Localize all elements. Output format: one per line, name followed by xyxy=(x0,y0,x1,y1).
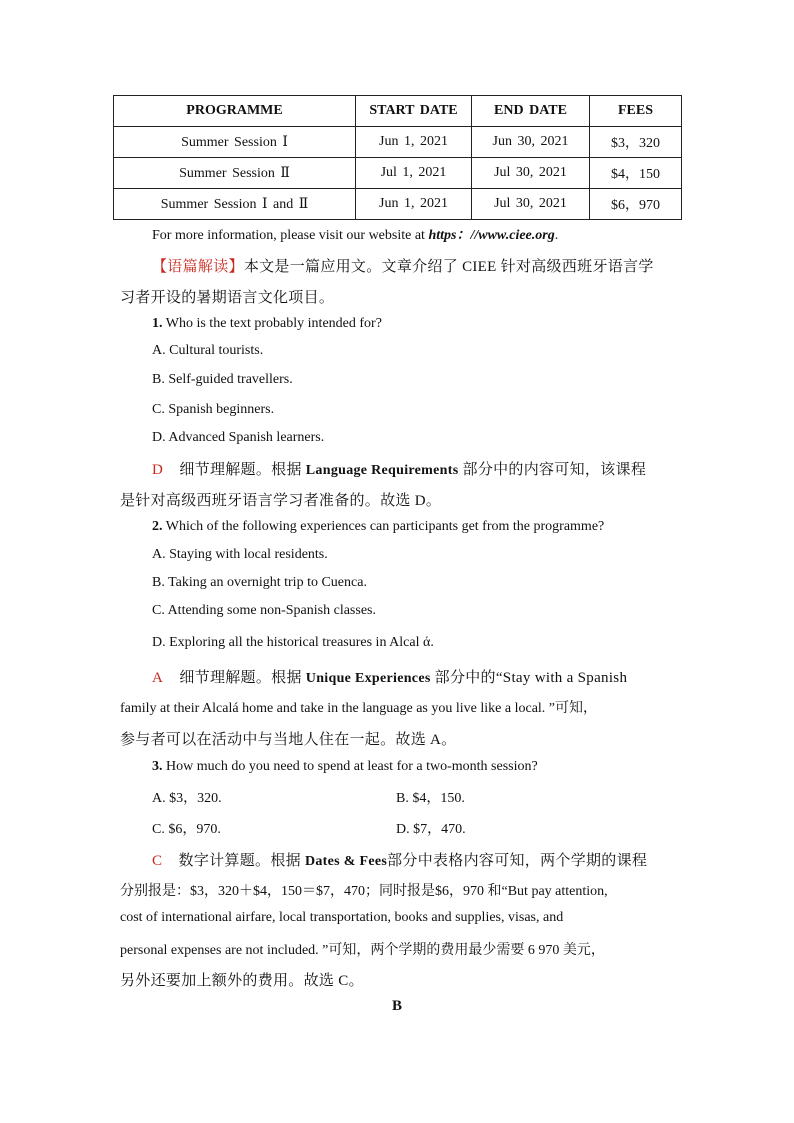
q2-explanation-line-1 xyxy=(152,666,627,687)
q1-option-a: A. Cultural tourists. xyxy=(152,343,264,358)
cell-start-date: Jun 1, 2021 xyxy=(356,189,472,220)
q2-option-b: B. Taking an overnight trip to Cuenca. xyxy=(152,575,367,590)
cell-end-date: Jul 30, 2021 xyxy=(472,189,590,220)
q2-exp-keyword: Unique Experiences xyxy=(305,671,431,686)
cell-end-date: Jul 30, 2021 xyxy=(472,158,590,189)
q3-option-a: A. $3，320. xyxy=(152,791,222,806)
cell-start-date: Jul 1, 2021 xyxy=(356,158,472,189)
header-start-date: START DATE xyxy=(356,96,472,127)
more-info-prefix: For more information, please visit our website at xyxy=(152,228,429,243)
more-info-line xyxy=(152,224,558,244)
cell-programme: Summer Session Ⅰ and Ⅱ xyxy=(114,189,356,220)
q3-option-c: C. $6，970. xyxy=(152,822,221,837)
q3-exp-keyword: Dates & Fees xyxy=(304,854,388,869)
q3-explanation-line-1 xyxy=(152,849,647,870)
question-3-text: How much do you need to spend at least for a two-month session? xyxy=(162,759,538,774)
intro-line-1 xyxy=(152,255,654,276)
table-row xyxy=(114,189,682,220)
table-row xyxy=(114,127,682,158)
intro-tag: 【语篇解读】 xyxy=(152,259,244,275)
question-2 xyxy=(152,519,604,535)
q3-exp-a: 数字计算题。根据 xyxy=(178,853,305,869)
question-3-number: 3. xyxy=(152,759,163,774)
q2-explanation-line-2: family at their Alcalá home and take in the language as you live like a local. ”可知， xyxy=(120,701,598,716)
question-1-text: Who is the text probably intended for? xyxy=(162,316,382,331)
q1-exp-keyword: Language Requirements xyxy=(305,463,459,478)
cell-end-date: Jun 30, 2021 xyxy=(472,127,590,158)
q3-exp-b: 部分中表格内容可知，两个学期的课程 xyxy=(387,853,648,869)
website-link[interactable]: https：//www.ciee.org xyxy=(428,228,555,243)
q2-answer: A xyxy=(152,670,164,686)
question-3 xyxy=(152,759,538,775)
cell-fees: $4，150 xyxy=(590,158,682,189)
q2-option-d: D. Exploring all the historical treasures in Alcal ά. xyxy=(152,635,434,650)
q3-option-d: D. $7，470. xyxy=(396,822,466,837)
table-row xyxy=(114,158,682,189)
q2-exp-a: 细节理解题。根据 xyxy=(179,670,306,686)
q2-explanation-line-3: 参与者可以在活动中与当地人住在一起。故选 A。 xyxy=(120,732,457,748)
question-2-text: Which of the following experiences can participants get from the programme? xyxy=(162,519,605,534)
cell-programme: Summer Session Ⅰ xyxy=(114,127,356,158)
question-1-number: 1. xyxy=(152,316,163,331)
q3-explanation-line-3: cost of international airfare, local transportation, books and supplies, visas, and xyxy=(120,910,564,925)
q1-explanation-line-2: 是针对高级西班牙语言学习者准备的。故选 D。 xyxy=(120,493,442,509)
q3-answer: C xyxy=(152,853,163,869)
section-label: B xyxy=(391,998,402,1014)
intro-text-1: 本文是一篇应用文。文章介绍了 CIEE 针对高级西班牙语言学 xyxy=(243,259,654,275)
header-fees: FEES xyxy=(590,96,682,127)
q1-exp-a: 细节理解题。根据 xyxy=(179,462,306,478)
q1-answer: D xyxy=(152,462,164,478)
cell-fees: $6，970 xyxy=(590,189,682,220)
more-info-suffix: . xyxy=(554,228,559,243)
q2-option-a: A. Staying with local residents. xyxy=(152,547,328,562)
q1-option-c: C. Spanish beginners. xyxy=(152,402,275,417)
q3-explanation-line-2: 分别报是：$3，320＋$4，150＝$7，470；同时报是$6，970 和“But pay attention, xyxy=(120,884,608,899)
table-header-row xyxy=(114,96,682,127)
q2-exp-b: 部分中的“Stay with a Spanish xyxy=(430,670,628,686)
header-programme: PROGRAMME xyxy=(114,96,356,127)
q2-option-c: C. Attending some non-Spanish classes. xyxy=(152,603,376,618)
intro-line-2: 习者开设的暑期语言文化项目。 xyxy=(120,290,335,306)
cell-fees: $3，320 xyxy=(590,127,682,158)
q1-exp-b: 部分中的内容可知，该课程 xyxy=(458,462,647,478)
q1-explanation-line-1 xyxy=(152,458,646,479)
q3-explanation-line-4: personal expenses are not included. ”可知，两个学期的费用最少需要 6 970 美元， xyxy=(120,943,605,958)
q1-option-b: B. Self-guided travellers. xyxy=(152,372,293,387)
fees-table xyxy=(113,95,682,220)
q3-option-b: B. $4，150. xyxy=(396,791,465,806)
q3-explanation-line-5: 另外还要加上额外的费用。故选 C。 xyxy=(120,973,364,989)
question-2-number: 2. xyxy=(152,519,163,534)
header-end-date: END DATE xyxy=(472,96,590,127)
q1-option-d: D. Advanced Spanish learners. xyxy=(152,430,325,445)
cell-start-date: Jun 1, 2021 xyxy=(356,127,472,158)
cell-programme: Summer Session Ⅱ xyxy=(114,158,356,189)
question-1 xyxy=(152,316,382,332)
